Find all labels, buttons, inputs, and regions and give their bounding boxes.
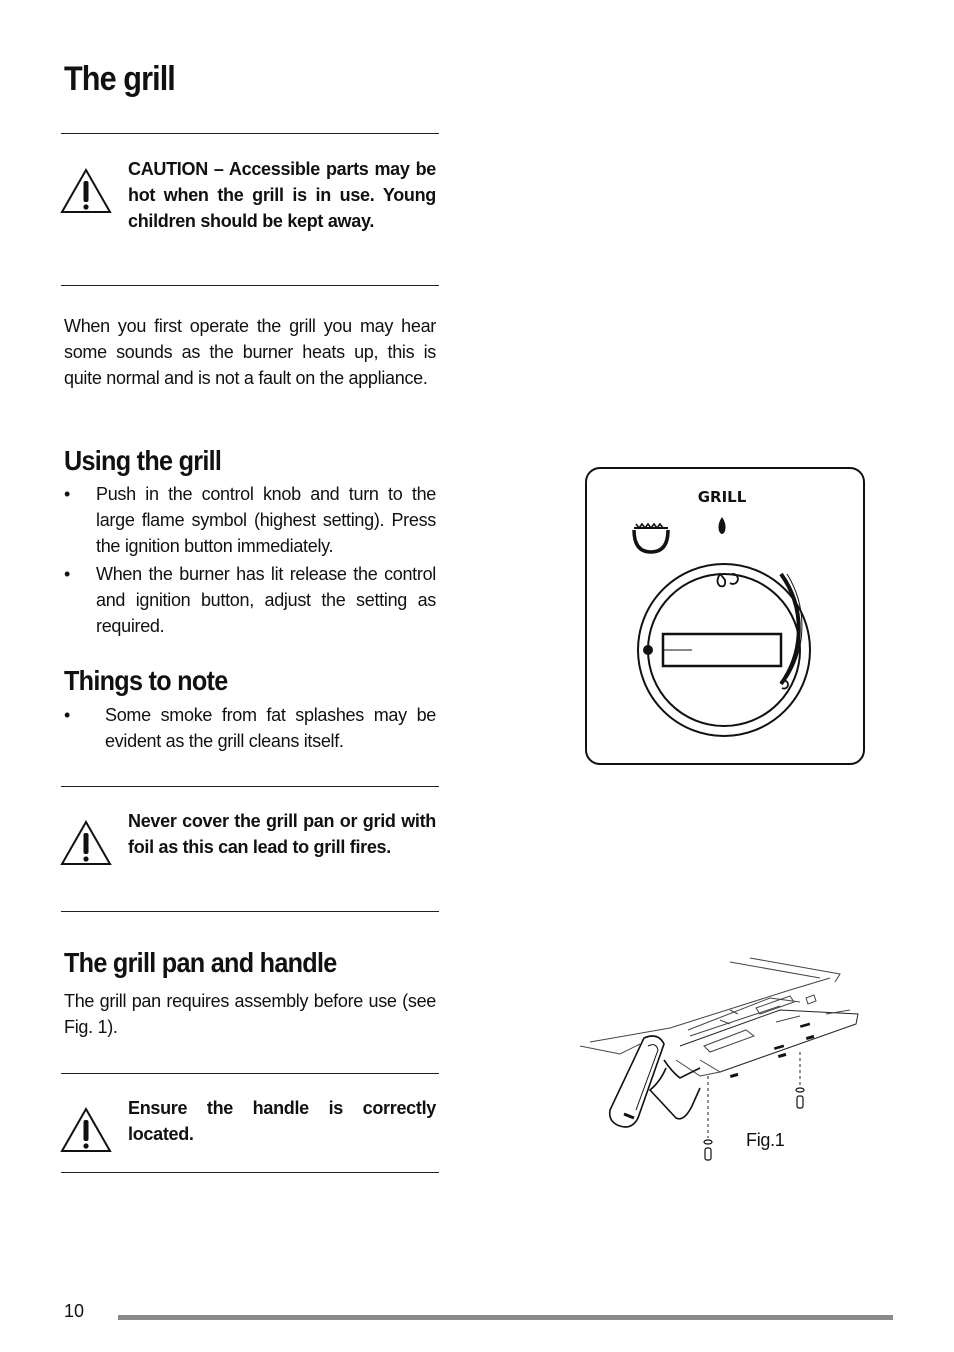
- notes-list: [64, 702, 436, 756]
- warning-triangle-icon: [59, 1106, 113, 1154]
- section-heading-notes: Things to note: [64, 665, 228, 696]
- divider: [61, 133, 439, 134]
- footer-bar: [118, 1315, 893, 1320]
- grill-pan-handle-illustration: [580, 950, 870, 1170]
- list-item: • Some smoke from fat splashes may be evident as the grill cleans itself.: [64, 705, 436, 751]
- page-title: The grill: [64, 60, 175, 98]
- warning-triangle-icon: [59, 167, 113, 215]
- divider: [61, 285, 439, 286]
- divider: [61, 1172, 439, 1173]
- page-number: 10: [64, 1301, 85, 1321]
- caution-warning: CAUTION – Accessible parts may be hot when the grill is in use. Young children should be kept away.: [128, 159, 436, 231]
- using-list: [64, 481, 436, 641]
- grill-pan-handle: [610, 1036, 700, 1127]
- handle-warning: Ensure the handle is correctly located.: [128, 1098, 436, 1144]
- warning-triangle-icon: [59, 819, 113, 867]
- list-item: • When the burner has lit release the control and ignition button, adjust the setting as required.: [64, 564, 436, 636]
- divider: [61, 1073, 439, 1074]
- figure-label: Fig.1: [746, 1130, 785, 1150]
- foil-warning: Never cover the grill pan or grid with foil as this can lead to grill fires.: [128, 811, 436, 857]
- section-heading-using: Using the grill: [64, 445, 222, 476]
- divider: [61, 786, 439, 787]
- divider: [61, 911, 439, 912]
- list-item: • Push in the control knob and turn to the large flame symbol (highest setting). Press the ignition button immediately.: [64, 484, 436, 556]
- grill-label: GRILL: [697, 488, 747, 506]
- grill-control-knob-illustration: [584, 466, 868, 768]
- intro-paragraph: When you first operate the grill you may hear some sounds as the burner heats up, this is quite normal and is not a fault on the appliance.: [64, 316, 436, 388]
- section-heading-pan: The grill pan and handle: [64, 947, 337, 978]
- pan-paragraph: The grill pan requires assembly before use (see Fig. 1).: [64, 991, 436, 1037]
